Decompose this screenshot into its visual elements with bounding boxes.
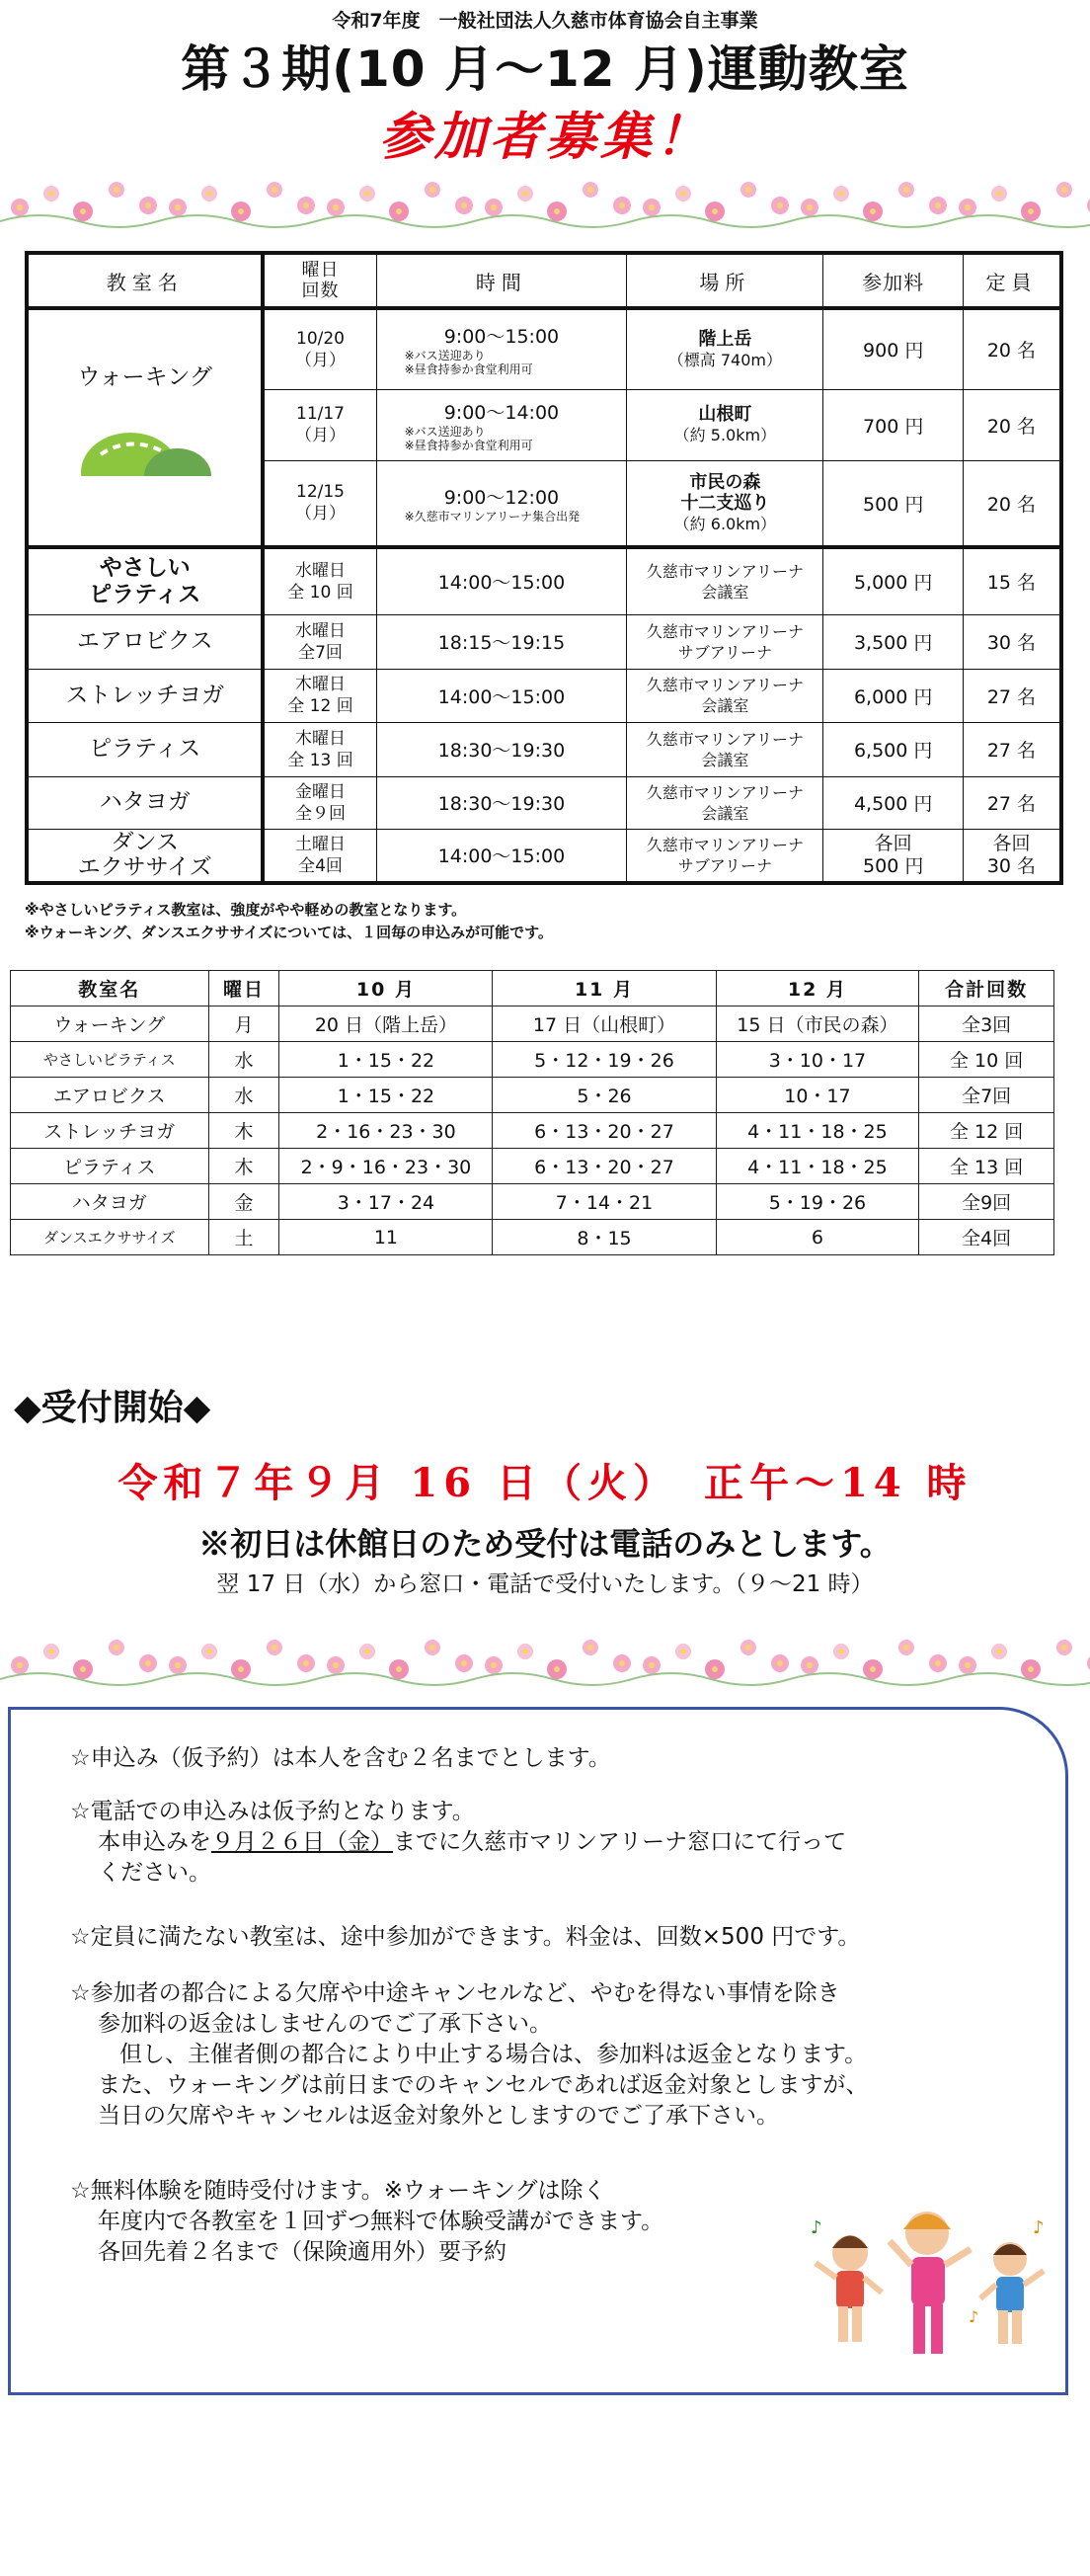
walking-place-3: 市民の森 十二支巡り （約 6.0km） [627, 460, 823, 547]
class-name: ダンス エクササイズ [27, 829, 263, 883]
walking-time-3: 9:00～12:00 ※久慈市マリンアリーナ集合出発 [376, 460, 627, 547]
class-cap: 各回 30 名 [963, 829, 1061, 883]
dates-header: 10 月 [279, 971, 493, 1006]
table-cell: 4・11・18・25 [716, 1149, 919, 1184]
table-cell: 15 日（市民の森） [716, 1006, 919, 1042]
svg-text:♪: ♪ [969, 2307, 979, 2326]
dates-header-row [11, 971, 1054, 1006]
class-time: 18:30～19:30 [376, 722, 627, 776]
dancing-people-illustration-icon [791, 2194, 1057, 2362]
info-box [8, 1707, 1068, 2395]
table-row [27, 669, 1061, 722]
reception-notice-2: 翌 17 日（水）から窓口・電話で受付いたします。（９～21 時） [216, 1571, 874, 1597]
header-capacity: 定員 [963, 253, 1061, 308]
table-cell: エアロビクス [11, 1078, 209, 1113]
walking-place-2: 山根町 （約 5.0km） [627, 389, 823, 460]
walking-cap-2: 20 名 [963, 389, 1061, 460]
header-place: 場所 [627, 253, 823, 308]
table-cell: 1・15・22 [279, 1078, 493, 1113]
class-cap: 30 名 [963, 614, 1061, 669]
table-cell: 6 [716, 1220, 919, 1255]
info-item-2: ☆電話での申込みは仮予約となります。 本申込みを９月２６日（金）までに久慈市マリンアリーナ窓口にて行って ください。 [70, 1799, 847, 1886]
table-cell: 5・19・26 [716, 1184, 919, 1220]
table-cell: 2・9・16・23・30 [279, 1149, 493, 1184]
class-place: 久慈市マリンアリーナ 会議室 [627, 547, 823, 614]
walking-label: ウォーキング [77, 364, 212, 390]
table-cell: 6・13・20・27 [493, 1113, 716, 1149]
table-cell: 水 [208, 1042, 279, 1078]
table-row [11, 1078, 1054, 1113]
class-name-walking [27, 308, 263, 547]
class-fee: 各回 500 円 [823, 829, 963, 883]
walking-time-2: 9:00～14:00 ※バス送迎あり ※昼食持参か食堂利用可 [376, 389, 627, 460]
organizer-line: 令和7年度 一般社団法人久慈市体育協会自主事業 [332, 10, 758, 32]
class-cap: 27 名 [963, 669, 1061, 722]
table-cell: 3・10・17 [716, 1042, 919, 1078]
class-time: 18:15～19:15 [376, 614, 627, 669]
table-cell: 10・17 [716, 1078, 919, 1113]
class-time: 14:00～15:00 [376, 829, 627, 883]
table-cell: 月 [208, 1006, 279, 1042]
dates-header: 曜日 [208, 971, 279, 1006]
header-time: 時間 [376, 253, 627, 308]
table-cell: 土 [208, 1220, 279, 1255]
class-name: やさしい ピラティス [27, 547, 263, 614]
class-name: エアロビクス [27, 614, 263, 669]
info-item-3: ☆定員に満たない教室は、途中参加ができます。料金は、回数×500 円です。 [70, 1924, 861, 1950]
class-name: ハタヨガ [27, 776, 263, 829]
dates-header: 教室名 [11, 971, 209, 1006]
walking-fee-3: 500 円 [823, 460, 963, 547]
info-item-4: ☆参加者の都合による欠席や中途キャンセルなど、やむを得ない事情を除き 参加料の返金はしませんのでご了承下さい。 但し、主催者側の都合により中止する場合は、参加料は返金となります。 また、ウォーキングは前日までのキャンセルであれば返金対象としますが、 当日の欠席やキャンセルは返金対象外としますのでご了承下さい。 [70, 1980, 869, 2129]
class-time: 18:30～19:30 [376, 776, 627, 829]
class-cap: 15 名 [963, 547, 1061, 614]
walking-cap-3: 20 名 [963, 460, 1061, 547]
table-cell: 木 [208, 1113, 279, 1149]
class-days: 土曜日 全4回 [263, 829, 376, 883]
table-row [27, 308, 1061, 389]
table-row [27, 547, 1061, 614]
class-fee: 4,500 円 [823, 776, 963, 829]
table-cell: ハタヨガ [11, 1184, 209, 1220]
dates-header: 合計回数 [919, 971, 1054, 1006]
table-row [27, 722, 1061, 776]
schedule-header-row [27, 253, 1061, 308]
table-cell: 1・15・22 [279, 1042, 493, 1078]
class-cap: 27 名 [963, 776, 1061, 829]
table-cell: 全3回 [919, 1006, 1054, 1042]
page-title: 第３期(10 月～12 月)運動教室 [181, 40, 909, 98]
class-fee: 3,500 円 [823, 614, 963, 669]
class-place: 久慈市マリンアリーナ 会議室 [627, 776, 823, 829]
table-cell: ダンスエクササイズ [11, 1220, 209, 1255]
table-cell: 木 [208, 1149, 279, 1184]
table-row [11, 1113, 1054, 1149]
svg-text:♪: ♪ [1033, 2217, 1045, 2238]
table-row [27, 614, 1061, 669]
deadline-date: ９月２６日（金） [211, 1829, 393, 1855]
flower-border-top [0, 170, 1090, 227]
walking-date-1: 10/20 （月） [263, 308, 376, 389]
note-2: ※ウォーキング、ダンスエクササイズについては、１回毎の申込みが可能です。 [25, 924, 553, 941]
class-place: 久慈市マリンアリーナ 会議室 [627, 669, 823, 722]
table-cell: 5・26 [493, 1078, 716, 1113]
class-place: 久慈市マリンアリーナ サブアリーナ [627, 614, 823, 669]
reception-date: 令和７年９月 16 日（火） 正午～14 時 [117, 1460, 973, 1506]
table-cell: やさしいピラティス [11, 1042, 209, 1078]
class-days: 木曜日 全 12 回 [263, 669, 376, 722]
class-cap: 27 名 [963, 722, 1061, 776]
class-fee: 6,500 円 [823, 722, 963, 776]
walking-fee-1: 900 円 [823, 308, 963, 389]
table-cell: 17 日（山根町） [493, 1006, 716, 1042]
dates-table [10, 970, 1054, 1255]
table-cell: 7・14・21 [493, 1184, 716, 1220]
table-cell: 水 [208, 1078, 279, 1113]
note-1: ※やさしいピラティス教室は、強度がやや軽めの教室となります。 [25, 901, 467, 919]
table-cell: ストレッチヨガ [11, 1113, 209, 1149]
hill-illustration-icon [71, 415, 219, 484]
table-row [27, 829, 1061, 883]
table-cell: ピラティス [11, 1149, 209, 1184]
walking-date-2: 11/17 （月） [263, 389, 376, 460]
class-days: 木曜日 全 13 回 [263, 722, 376, 776]
table-row [11, 1220, 1054, 1255]
info-item-1: ☆申込み（仮予約）は本人を含む２名までとします。 [70, 1745, 611, 1771]
class-place: 久慈市マリンアリーナ サブアリーナ [627, 829, 823, 883]
table-cell: 11 [279, 1220, 493, 1255]
table-cell: 全4回 [919, 1220, 1054, 1255]
table-cell: 全7回 [919, 1078, 1054, 1113]
table-row [11, 1006, 1054, 1042]
info-item-5: ☆無料体験を随時受付けます。※ウォーキングは除く 年度内で各教室を１回ずつ無料で体験受講ができます。 各回先着２名まで（保険適用外）要予約 [70, 2178, 664, 2265]
class-name: ストレッチヨガ [27, 669, 263, 722]
class-name: ピラティス [27, 722, 263, 776]
table-cell: 2・16・23・30 [279, 1113, 493, 1149]
table-cell: 金 [208, 1184, 279, 1220]
walking-date-3: 12/15 （月） [263, 460, 376, 547]
table-cell: 全 12 回 [919, 1113, 1054, 1149]
flower-garland-icon [0, 1628, 1090, 1687]
table-cell: 全 10 回 [919, 1042, 1054, 1078]
header-days: 曜日 回数 [263, 253, 376, 308]
table-row [11, 1184, 1054, 1220]
schedule-table [25, 251, 1063, 885]
class-days: 水曜日 全 10 回 [263, 547, 376, 614]
table-cell: 全 13 回 [919, 1149, 1054, 1184]
table-cell: ウォーキング [11, 1006, 209, 1042]
table-cell: 3・17・24 [279, 1184, 493, 1220]
header-fee: 参加料 [823, 253, 963, 308]
class-time: 14:00～15:00 [376, 669, 627, 722]
table-row [27, 776, 1061, 829]
class-fee: 5,000 円 [823, 547, 963, 614]
walking-cap-1: 20 名 [963, 308, 1061, 389]
flower-garland-icon [0, 170, 1090, 229]
class-fee: 6,000 円 [823, 669, 963, 722]
page-subtitle: 参加者募集！ [378, 108, 711, 167]
class-place: 久慈市マリンアリーナ 会議室 [627, 722, 823, 776]
table-cell: 4・11・18・25 [716, 1113, 919, 1149]
dates-header: 11 月 [493, 971, 716, 1006]
walking-fee-2: 700 円 [823, 389, 963, 460]
reception-notice-1: ※初日は休館日のため受付は電話のみとします。 [198, 1525, 892, 1563]
table-cell: 6・13・20・27 [493, 1149, 716, 1184]
class-days: 水曜日 全7回 [263, 614, 376, 669]
reception-heading: ◆受付開始◆ [14, 1388, 211, 1428]
class-time: 14:00～15:00 [376, 547, 627, 614]
walking-time-1: 9:00～15:00 ※バス送迎あり ※昼食持参か食堂利用可 [376, 308, 627, 389]
dates-header: 12 月 [716, 971, 919, 1006]
table-row [11, 1149, 1054, 1184]
table-cell: 20 日（階上岳） [279, 1006, 493, 1042]
table-row [11, 1042, 1054, 1078]
header-name: 教室名 [27, 253, 263, 308]
flower-border-bottom [0, 1628, 1090, 1685]
table-cell: 5・12・19・26 [493, 1042, 716, 1078]
table-cell: 全9回 [919, 1184, 1054, 1220]
walking-place-1: 階上岳 （標高 740m） [627, 308, 823, 389]
table-cell: 8・15 [493, 1220, 716, 1255]
svg-text:♪: ♪ [811, 2217, 822, 2238]
class-days: 金曜日 全９回 [263, 776, 376, 829]
